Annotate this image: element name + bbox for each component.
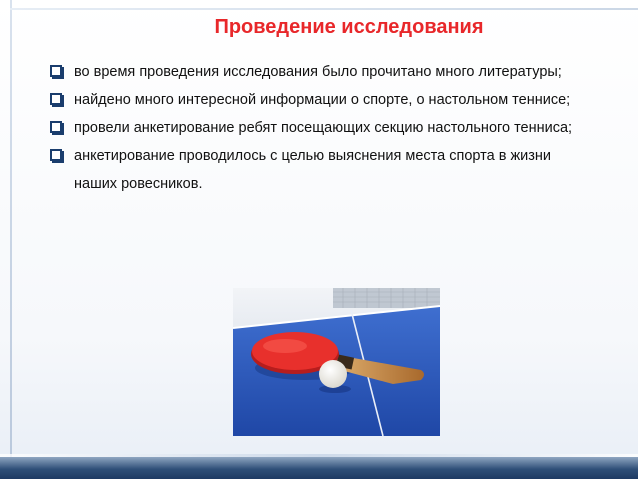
bottom-band: [0, 457, 638, 479]
slide-title: Проведение исследования: [214, 16, 484, 38]
bullet-item: [46, 58, 586, 86]
bullet-list: [46, 58, 586, 198]
bullet-item: [46, 142, 586, 198]
frame-line-left: [10, 0, 12, 470]
checkbox-icon: [50, 149, 62, 161]
net-icon: [333, 288, 440, 308]
checkbox-icon: [50, 65, 62, 77]
ball-icon: [319, 360, 347, 388]
bullet-item: [46, 114, 586, 142]
checkbox-icon: [50, 93, 62, 105]
bullet-text: во время проведения исследования было прочитано много литературы;: [74, 64, 562, 80]
bullet-text: анкетирование проводилось с целью выяснения места спорта в жизни наших ровесников.: [74, 148, 552, 192]
table-tennis-photo: [233, 288, 440, 436]
bullet-text: провели анкетирование ребят посещающих секцию настольного тенниса;: [74, 120, 573, 136]
checkbox-icon: [50, 121, 62, 133]
frame-line-top: [10, 8, 638, 10]
bullet-item: [46, 86, 586, 114]
bullet-text: найдено много интересной информации о спорте, о настольном теннисе;: [74, 92, 571, 108]
